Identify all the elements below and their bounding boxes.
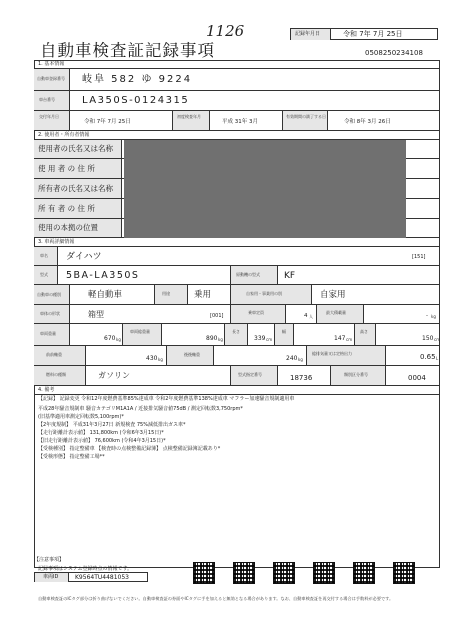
expiry-value: 令和 8年 3月 26日 bbox=[344, 119, 391, 125]
qr-code-3 bbox=[273, 562, 295, 584]
shape-code: [001] bbox=[210, 313, 224, 319]
qr-code-4 bbox=[313, 562, 335, 584]
category-value: 0004 bbox=[408, 374, 426, 382]
row-dimensions bbox=[34, 324, 440, 346]
private-label: 自家用・事業用の別 bbox=[246, 291, 282, 296]
fuel-label: 燃料の種類 bbox=[46, 372, 66, 377]
vehicle-id-box bbox=[34, 572, 148, 582]
qr-code-6 bbox=[393, 562, 415, 584]
chassis-label: 車台番号 bbox=[39, 97, 55, 102]
owner-row-label: 所 有 者 の 住 所 bbox=[38, 204, 95, 213]
section-notes-header: 4. 備考 bbox=[34, 386, 440, 395]
front-axle-value: 430 bbox=[146, 355, 158, 362]
rear-axle-label: 後後軸重 bbox=[184, 352, 200, 357]
type-approval-value: 18736 bbox=[290, 374, 313, 382]
qr-code-2 bbox=[233, 562, 255, 584]
notes-line: 【受検形態】 指定整備工場** bbox=[38, 454, 105, 460]
issue-date-value: 令和 7年 7月 25日 bbox=[84, 119, 131, 125]
reg-number-label: 自動車登録番号 bbox=[37, 76, 65, 81]
row-dates bbox=[34, 111, 440, 131]
maker-label: 車名 bbox=[40, 253, 48, 258]
maker-value: ダイハツ bbox=[66, 252, 102, 262]
notes-line: 平成28年騒音規制車 騒音カテゴリM1A1A / 近接排気騒音値75dB / 測定回転数3,750rpm* bbox=[38, 406, 243, 412]
record-date-value: 令和 7年 7月 25日 bbox=[343, 30, 403, 38]
row-maker bbox=[34, 247, 440, 266]
vehicle-id-value: K9564TU4481053 bbox=[75, 574, 129, 581]
private-value: 自家用 bbox=[320, 290, 346, 300]
chassis-value: LA350S-0124315 bbox=[82, 95, 190, 106]
qr-code-1 bbox=[193, 562, 215, 584]
weight-unit: kg bbox=[116, 337, 121, 342]
section-owner-header: 2. 使用者・所有者情報 bbox=[34, 131, 440, 140]
handwritten-number: 1126 bbox=[206, 22, 245, 40]
front-axle-label: 前前軸重 bbox=[46, 352, 62, 357]
use-value: 乗用 bbox=[194, 290, 212, 300]
expiry-label: 有効期間の満了する日 bbox=[286, 114, 326, 119]
page-title: 自動車検査証記録事項 bbox=[40, 41, 215, 60]
gross-label: 車両総重量 bbox=[130, 329, 150, 334]
weight-value: 670 bbox=[104, 335, 116, 342]
capacity-value: 4 bbox=[304, 313, 308, 319]
owner-row-label: 使用の本拠の位置 bbox=[38, 223, 98, 232]
height-unit: cm bbox=[434, 337, 441, 342]
model-value: 5BA-LA350S bbox=[66, 270, 140, 281]
shape-label: 車体の形状 bbox=[40, 311, 60, 316]
type-approval-label: 型式指定番号 bbox=[238, 372, 262, 377]
rear-axle-unit: kg bbox=[298, 357, 303, 362]
row-type bbox=[34, 285, 440, 305]
vehicle-id-label: 車両ID bbox=[43, 574, 59, 580]
row-reg-number bbox=[34, 69, 440, 91]
redaction-block bbox=[124, 140, 406, 238]
row-chassis bbox=[34, 91, 440, 111]
length-label: 長さ bbox=[232, 329, 240, 334]
length-unit: cm bbox=[266, 337, 273, 342]
width-unit: cm bbox=[346, 337, 353, 342]
qr-code-5 bbox=[353, 562, 375, 584]
notes-line: (旧基準適用車測定回転数5,100rpm)* bbox=[38, 414, 124, 420]
shape-value: 箱型 bbox=[88, 310, 104, 319]
notes-line: 【受検種別】 指定整備車 【検査時の点検整備記録簿】 点検整備記録簿記載あり* bbox=[38, 446, 221, 452]
maker-code: [151] bbox=[412, 254, 426, 260]
section-vehicle-header: 3. 車両詳細情報 bbox=[34, 238, 440, 247]
reg-number-value: 岐阜 582 ゆ 9224 bbox=[82, 74, 193, 85]
notes-line: 【旧走行距離計表示値】 76,600km (令和4年3月15日)* bbox=[38, 438, 166, 444]
notes-line: 【記録】 記録変更 令和12年度燃費基準85%達成車 令和2年度燃費基準138%達成車 マフラー加速騒音規制適用車 bbox=[38, 396, 295, 402]
category-label: 類別区分番号 bbox=[344, 372, 368, 377]
issue-date-label: 交付年月日 bbox=[39, 114, 59, 119]
width-label: 幅 bbox=[282, 329, 286, 334]
displacement-label: 総排気量又は定格出力 bbox=[312, 351, 352, 356]
notes-block bbox=[38, 397, 436, 467]
displacement-unit: L bbox=[436, 356, 439, 361]
max-load-unit: kg bbox=[431, 314, 436, 319]
weight-label: 車両重量 bbox=[40, 331, 56, 336]
record-date-label: 記録年月日 bbox=[295, 31, 321, 37]
model-label: 型式 bbox=[40, 272, 48, 277]
width-value: 147 bbox=[334, 335, 346, 342]
capacity-label: 乗車定員 bbox=[248, 310, 264, 315]
type-label: 自動車の種別 bbox=[37, 292, 61, 297]
owner-row-label: 所有者の氏名又は名称 bbox=[38, 184, 113, 193]
row-model bbox=[34, 266, 440, 285]
owner-row-label: 使用者の氏名又は名称 bbox=[38, 144, 113, 153]
row-fuel bbox=[34, 366, 440, 386]
height-label: 高さ bbox=[360, 329, 368, 334]
first-reg-value: 平成 31年 3月 bbox=[222, 119, 258, 125]
use-label: 用途 bbox=[162, 291, 170, 296]
row-shape bbox=[34, 305, 440, 324]
height-value: 150 bbox=[422, 335, 434, 342]
capacity-unit: 人 bbox=[309, 314, 313, 319]
max-load-value: - bbox=[426, 313, 428, 319]
notes-line: 【走行距離計表示値】 131,800km (令和6年3月15日)* bbox=[38, 430, 164, 436]
gross-unit: kg bbox=[218, 337, 223, 342]
bottom-notice: 自動車検査証のICタグ部分は折り曲げないでください。自動車検査証の券面やICタグに手を加えると無効となる場合があります。なお、自動車検査証を再交付する場合は手数料が必要です。 bbox=[38, 596, 394, 601]
document-number: 0508250234108 bbox=[365, 49, 423, 57]
fuel-value: ガソリン bbox=[98, 371, 130, 380]
max-load-label: 最大積載量 bbox=[326, 310, 346, 315]
footer-note-title: 【注意事項】 bbox=[34, 557, 65, 563]
footer-note-text: 記録事項はシステム登録時点の情報です。 bbox=[38, 566, 133, 572]
owner-row-label: 使 用 者 の 住 所 bbox=[38, 164, 95, 173]
record-date-box bbox=[290, 28, 438, 40]
row-axles bbox=[34, 346, 440, 366]
gross-value: 890 bbox=[206, 335, 218, 342]
section-basic-header: 1. 基本情報 bbox=[34, 60, 440, 69]
type-value: 軽自動車 bbox=[88, 290, 123, 300]
rear-axle-value: 240 bbox=[286, 355, 298, 362]
notes-line: 【2年度規制】 平成31年3月27日 新規検査 75%減低排出ガス車* bbox=[38, 422, 186, 428]
displacement-value: 0.65 bbox=[420, 353, 436, 361]
front-axle-unit: kg bbox=[158, 357, 163, 362]
engine-label: 原動機の型式 bbox=[236, 272, 260, 277]
engine-value: KF bbox=[284, 271, 296, 281]
length-value: 339 bbox=[254, 335, 266, 342]
first-reg-label: 初度検査年月 bbox=[177, 114, 201, 119]
